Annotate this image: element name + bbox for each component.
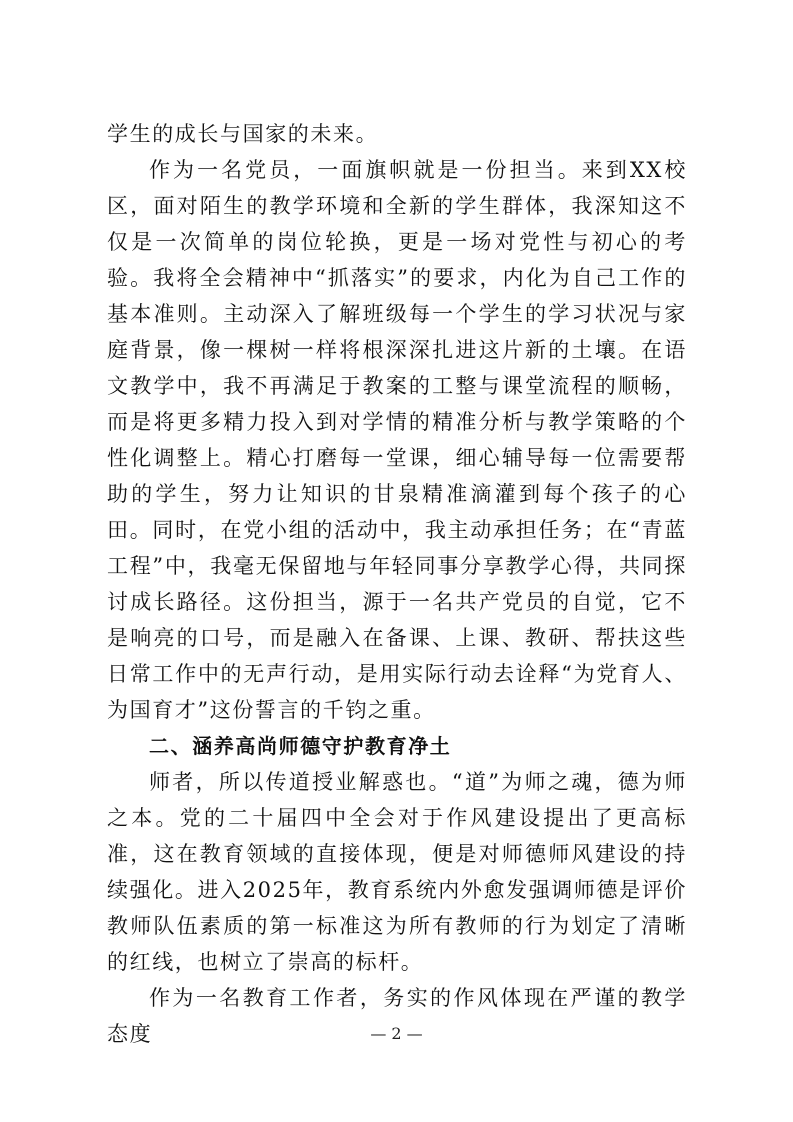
paragraph-continuation: 学生的成长与国家的未来。	[107, 122, 379, 146]
section-heading: 二、涵养高尚师德守护教育净土	[149, 734, 452, 758]
document-body	[107, 116, 687, 1052]
page-number: — 2 —	[370, 1024, 423, 1043]
paragraph-party-member: 作为一名党员，一面旗帜就是一份担当。来到XX校区，面对陌生的教学环境和全新的学生群体，我深知这不仅是一次简单的岗位轮换，更是一场对党性与初心的考验。我将全会精神中“抓落实”的要求，内化为自己工作的基本准则。主动深入了解班级每一个学生的学习状况与家庭背景，像一棵树一样将根深深扎进这片新的土壤。在语文教学中，我不再满足于教案的工整与课堂流程的顺畅，而是将更多精力投入到对学情的精准分析与教学策略的个性化调整上。精心打磨每一堂课，细心辅导每一位需要帮助的学生，努力让知识的甘泉精准滴灌到每个孩子的心田。同时，在党小组的活动中，我主动承担任务；在“青蓝工程”中，我毫无保留地与年轻同事分享教学心得，共同探讨成长路径。这份担当，源于一名共产党员的自觉，它不是响亮的口号，而是融入在备课、上课、教研、帮扶这些日常工作中的无声行动，是用实际行动去诠释“为党育人、为国育才”这份誓言的千钧之重。	[107, 158, 687, 722]
paragraph-educator: 作为一名教育工作者，务实的作风体现在严谨的教学态度	[107, 986, 687, 1046]
paragraph-teacher-ethics: 师者，所以传道授业解惑也。“道”为师之魂，德为师之本。党的二十届四中全会对于作风建设提出了更高标准，这在教育领域的直接体现，便是对师德师风建设的持续强化。进入2025年，教育系统内外愈发强调师德是评价教师队伍素质的第一标准这为所有教师的行为划定了清晰的红线，也树立了崇高的标杆。	[107, 770, 687, 974]
